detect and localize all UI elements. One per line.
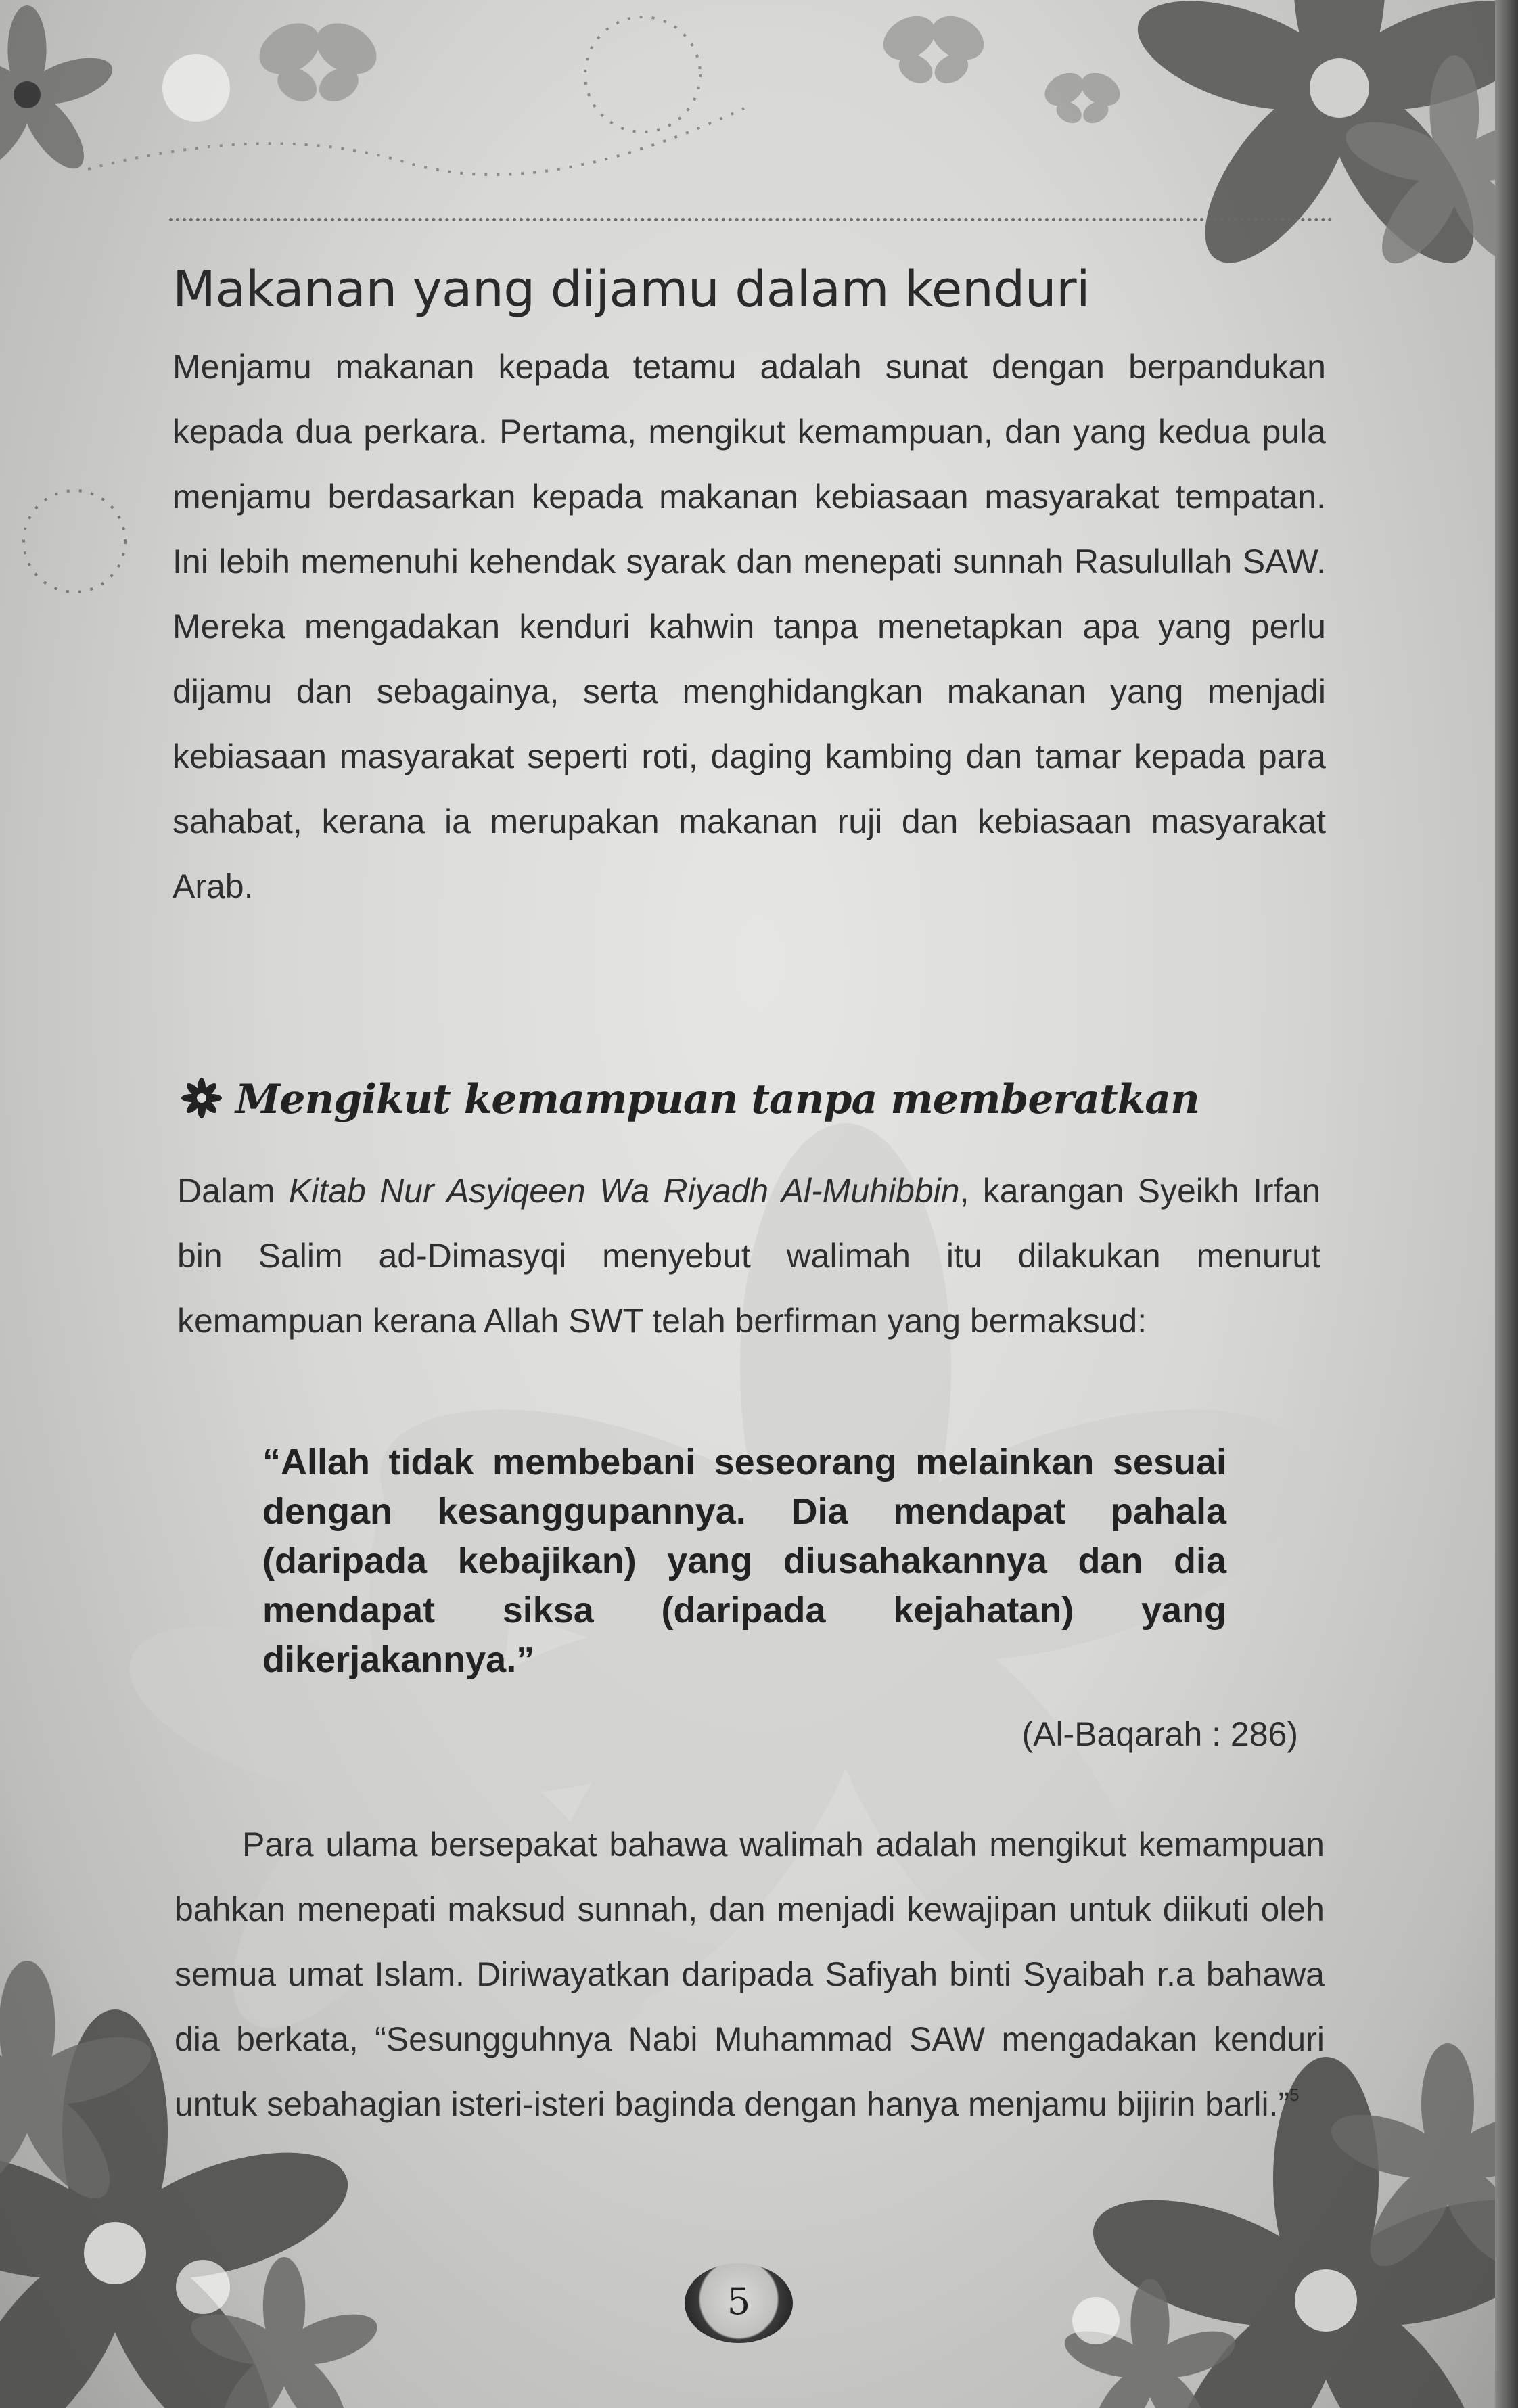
paragraph-kitab-reference [177,1158,1320,1353]
heading-text: Mengikut kemampuan tanpa memberatkan [235,1076,1199,1123]
book-title: Kitab Nur Asyiqeen Wa Riyadh Al-Muhibbin [288,1172,960,1210]
footnote-marker: 5 [1289,2085,1300,2105]
section-heading-capability [177,1076,1199,1123]
text-rest: , karangan Syeikh Irfan bin Salim ad-Dimasyqi menyebut walimah itu dilakukan menurut kemampuan kerana Allah SWT telah berfirman yang bermaksud: [177,1172,1321,1340]
text-lead: Dalam [177,1172,289,1210]
page-number-badge [685,2263,793,2343]
page-edge-shadow [1495,0,1518,2408]
quote-reference: (Al-Baqarah : 286) [1021,1715,1298,1753]
paragraph-food-served: Menjamu makanan kepada tetamu adalah sunat dengan berpandukan kepada dua perkara. Pertama, mengikut kemampuan, dan yang kedua pula menjamu berdasarkan kepada makanan kebiasaan masyarakat tempatan. Ini lebih memenuhi kehendak syarak dan menepati sunnah Rasulullah SAW. Mereka mengadakan kenduri kahwin tanpa menetapkan apa yang perlu dijamu dan sebagainya, serta menghidangkan makanan yang menjadi kebiasaan masyarakat seperti roti, daging kambing dan tamar kepada para sahabat, kerana ia merupakan makanan ruji dan kebiasaan masyarakat Arab. [172,348,1326,905]
flower-star-icon [177,1078,226,1118]
paragraph-ulama-agreement [175,1812,1325,2137]
quran-quote: “Allah tidak membebani seseorang melainkan sesuai dengan kesanggupannya. Dia mendapat pahala (daripada kebajikan) yang diusahakannya dan dia mendapat siksa (daripada kejahatan) yang dikerjakannya.” [262,1442,1226,1680]
page-number: 5 [727,2279,751,2323]
top-dotted-divider [169,218,1333,221]
paragraph-text: Para ulama bersepakat bahawa walimah adalah mengikut kemampuan bahkan menepati maksud sunnah, dan menjadi kewajipan untuk diikuti oleh semua umat Islam. Diriwayatkan daripada Safiyah binti Syaibah r.a bahawa dia berkata, “Sesungguhnya Nabi Muhammad SAW mengadakan kenduri untuk sebahagian isteri-isteri baginda dengan hanya menjamu bijirin barli.” [175,1825,1325,2123]
section-heading-food: Makanan yang dijamu dalam kenduri [172,260,1090,319]
